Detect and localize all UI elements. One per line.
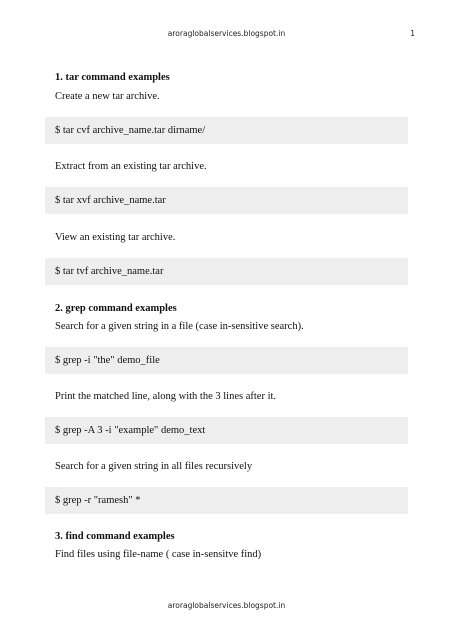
tar-create-code: $ tar cvf archive_name.tar dirname/ [45, 117, 408, 144]
grep-after-lines-code: $ grep -A 3 -i "example" demo_text [45, 417, 408, 444]
grep-after-lines-description: Print the matched line, along with the 3 lines after it. [55, 391, 277, 402]
tar-view-code: $ tar tvf archive_name.tar [45, 258, 408, 285]
grep-recursive-description: Search for a given string in all files recursively [55, 461, 253, 472]
section-heading-tar: 1. tar command examples [55, 72, 170, 83]
grep-case-insensitive-code: $ grep -i "the" demo_file [45, 347, 408, 374]
grep-case-insensitive-description: Search for a given string in a file (case in-sensitive search). [55, 321, 304, 332]
tar-extract-code: $ tar xvf archive_name.tar [45, 187, 408, 214]
tar-create-description: Create a new tar archive. [55, 91, 160, 102]
header-site-url: aroraglobalservices.blogspot.in [167, 29, 286, 38]
tar-view-description: View an existing tar archive. [55, 232, 176, 243]
page-number: 1 [410, 29, 415, 38]
tar-extract-description: Extract from an existing tar archive. [55, 161, 207, 172]
find-by-name-description: Find files using file-name ( case in-sensitve find) [55, 549, 262, 560]
grep-recursive-code: $ grep -r "ramesh" * [45, 487, 408, 514]
section-heading-find: 3. find command examples [55, 531, 175, 542]
footer-site-url: aroraglobalservices.blogspot.in [167, 601, 286, 610]
section-heading-grep: 2. grep command examples [55, 303, 177, 314]
